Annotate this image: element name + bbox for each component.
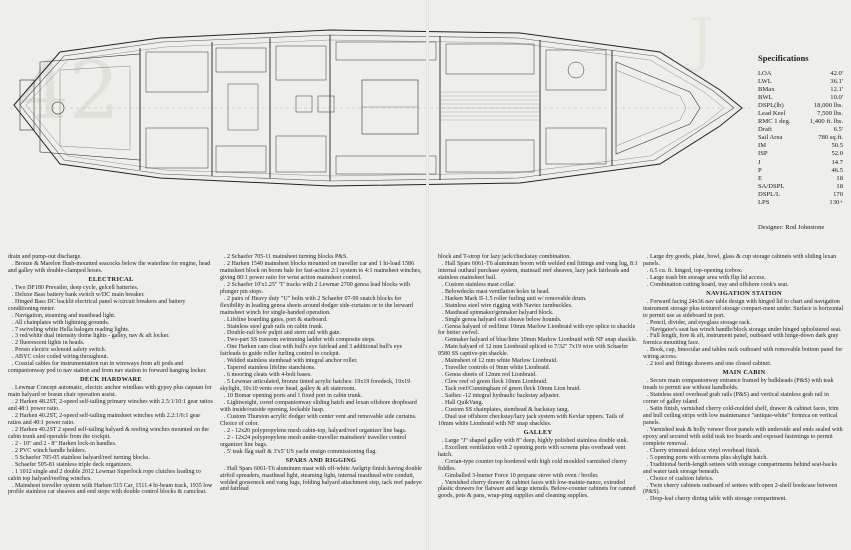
spec-label: Lead Keel	[758, 110, 786, 118]
list-item: . Hall QuikVang.	[442, 400, 483, 407]
spec-value: 10.0'	[830, 94, 843, 102]
list-item: . Lightweight, cored companionway sliding hatch and lexan offshore dropboard with inside/outside opening, lockable hasp.	[220, 400, 417, 413]
spec-row	[758, 86, 848, 94]
deck-hardware-heading: DECK HARDWARE	[80, 376, 142, 384]
list-item: . 2 Harken 48.2ST, 2-speed self-tailing primary winches with 2.5:1/10:1 gear ratios and 48:1 power ratio.	[8, 399, 213, 413]
list-item: . Hall Spars 6061-T6 aluminum mast with off-white Awlgrip finish having double airfoil spreaders, masthead light, steaming light, internal masthead wire conduit, welded gooseneck and vang lugs, folding halyard attachment step, tack reef padeye and fairlead	[220, 465, 422, 493]
spec-row	[758, 94, 848, 102]
list-item: drain and pump-out discharge.	[8, 254, 82, 260]
spec-value: 42.0'	[830, 70, 843, 77]
list-item: . Genoa halyard of red/lime 10mm Marlow Lionbraid with eye splice to shackle for better swivel.	[438, 323, 636, 337]
list-item: . Lewmar Concept automatic, electric anchor windlass with gypsy plus capstan for main halyard or bosun chair operation assist.	[8, 385, 212, 399]
text-column-3	[438, 254, 638, 500]
main-cabin-heading: MAIN CABIN	[722, 369, 766, 377]
list-item: . Stainless steel overhead grab rails (P&S) and vertical stainless grab rail in corner of galley island.	[643, 392, 829, 406]
text-column-2	[220, 254, 422, 493]
list-item: . Combination cutting board, tray and offshore cook's seat.	[647, 281, 789, 288]
spec-row	[758, 167, 848, 175]
spec-value: 46.5	[831, 166, 843, 174]
list-item: . 5 Lewmar articulated, bronze tinted acrylic hatches: 19x19 foredeck, 19x19 skylight, 10x10 vents over head, galley & aft stateroom.	[220, 379, 411, 393]
electrical-list	[8, 285, 214, 375]
spec-label: E	[758, 174, 763, 182]
main-cabin-list	[643, 378, 845, 503]
list-item: . Varnished cherry drawer & cabinet faces with low-mainte-nance, extruded plastic drawers for flatware and large utensils. Below-counter cabinets for canned goods, pots & pans, wrap-ping supplies and cleaning supplies.	[438, 479, 636, 500]
list-item: . Tack reef/Cunningham of green fleck 10mm Lion braid.	[442, 386, 581, 393]
list-item: . 1 1012 single and 2 double 2012 Lewmar Superlock rope clutches leading to cabin top halyard/reefing winches.	[8, 468, 201, 482]
list-item: . Dual use offshore checkstay/lazy jack system with Kevlar uppers. Tails of 10mm white Lionbraid with NF snap shackles.	[438, 413, 624, 427]
spars-rigging-heading: SPARS AND RIGGING	[285, 456, 357, 464]
spec-value: 170	[833, 190, 843, 198]
spec-label: BMax	[758, 86, 775, 94]
list-item: . Cherry trimmed deluxe vinyl overhead finish.	[647, 447, 761, 454]
spec-value: 52.0	[831, 150, 843, 158]
list-item: . Deluxe Bass battery bank switch w/DC main breaker.	[12, 291, 145, 298]
list-item: . Stainless steel grab rails on cabin trunk.	[224, 323, 324, 330]
plan-watermark: 42	[18, 44, 120, 137]
list-item: . 7 swiveling white Hella halogen reading lights.	[12, 326, 130, 333]
list-item: . ABYC color coded wiring throughout.	[12, 354, 109, 361]
spec-row	[758, 191, 848, 199]
list-item: . Secure main companionway entrance framed by bulkheads (P&S) with teak treads to permit use without handholds.	[643, 378, 834, 392]
list-item: . Pencil, divider, and eyeglass storage rack.	[647, 319, 752, 326]
intro-paragraphs	[8, 254, 214, 275]
list-item: . 3 red/white dual intensity dome lights - galley, nav & aft locker.	[12, 333, 170, 340]
spec-label: Sail Area	[758, 134, 783, 142]
list-item: . Custom SS chainplates, stemhead & backstay tang.	[442, 406, 569, 413]
galley-continued-list	[643, 254, 845, 289]
list-item: . 2 - 12x20 polypropylene mesh cabin-top, halyard/reef organizer line bags.	[224, 427, 407, 434]
spars-rigging-list	[220, 466, 422, 494]
list-item: . Two-part SS transom swimming ladder with composite steps.	[224, 337, 376, 344]
navigation-station-heading: NAVIGATION STATION	[706, 289, 782, 297]
spec-label: P	[758, 166, 762, 174]
spec-label: RMC 1 deg.	[758, 118, 791, 126]
spec-value: 14.7	[831, 158, 843, 166]
designer-credit: Designer: Rod Johnstone	[758, 224, 825, 231]
list-item: . 5 opening ports with screens plus skylight hatch.	[647, 454, 768, 461]
list-item: . 2 tool and fittings drawers and one closed cabinet.	[647, 361, 772, 368]
list-item: . Hinged Bass DC backlit electrical panel w/circuit breakers and battery conditioning meter.	[8, 298, 186, 312]
list-item: . 2 - 10" and 2 - 8" Harken lock-in handles.	[12, 440, 117, 447]
deck-hardware-list	[8, 385, 214, 496]
spec-row	[758, 183, 848, 191]
list-item: . Corian-type counter top bordered with high cold moulded varnished cherry fiddles.	[438, 458, 627, 472]
list-item: . One Harken cam cleat with bull's eye fairlead and 3 additional bull's eye fairleads to guide roller furling control to cockpit.	[220, 344, 403, 358]
text-column-4	[643, 254, 845, 503]
list-item: . Main halyard of 12 mm Lionbraid spliced to 7/32" 7x19 wire with Schaefer 9580 SS captive-pin shackle.	[438, 344, 629, 358]
list-item: . Double-rail bow pulpit and stern rail with gate.	[224, 330, 341, 337]
list-item: . Welded stainless stemhead with integral anchor roller.	[224, 358, 358, 365]
spec-row	[758, 199, 848, 207]
electrical-heading: ELECTRICAL	[88, 275, 134, 283]
list-item: . Traditional berth-length settees with storage compartments behind seat-backs and water tank storage beneath.	[643, 461, 837, 475]
list-item: . 2 PVC winch handle holders.	[12, 447, 87, 454]
list-item: . Twin cherry cabinets outboard of settees with open 2-shelf bookcase between (P&S).	[643, 482, 838, 496]
list-item: . Custom Thurston acrylic dodger with center vent and removable side curtains. Choice of color.	[220, 413, 417, 427]
list-item: . Stainless steel wire rigging with Navtec turnbuckles.	[442, 302, 573, 309]
spec-value: 50.5	[831, 142, 843, 150]
specifications-panel	[758, 53, 848, 207]
list-item: . 2 pairs of Heavy duty "U" bolts with 2 Schaefer 07-99 snatch blocks for flexibility in leading genoa sheets around dodger side-curtains or to the leeward mainsheet winch for single-handed operation.	[220, 295, 413, 316]
list-item: . 6 mooring cleats with 4-bolt bases.	[224, 372, 312, 379]
spars-rigging-continued-list	[438, 254, 638, 428]
navigation-station-list	[643, 299, 845, 369]
spec-row	[758, 102, 848, 110]
spec-label: DSPL(lb)	[758, 102, 784, 110]
spec-label: IM	[758, 142, 767, 150]
list-item: . Gimballed 3-burner Force 10 propane stove with oven / broiler.	[442, 472, 599, 479]
list-item: . Sailtec -12 integral hydraulic backstay adjuster.	[442, 393, 560, 400]
spec-label: Draft	[758, 126, 772, 134]
galley-heading: GALLEY	[523, 428, 553, 436]
spec-value: 36.1'	[830, 78, 843, 86]
list-item: . Choice of cushion fabrics.	[647, 475, 714, 482]
list-item: . Mainsheet traveller system with Harken 515 Car, 1511.4 hi-beam track, 1935 low profile stainless car sheaves and end stops with double control blocks & camcleat.	[8, 482, 213, 496]
spec-row	[758, 159, 848, 167]
list-item: . Custom stainless mast collar.	[442, 281, 516, 288]
spec-label: DSPL/L	[758, 190, 780, 198]
list-item: . 10 Bomar opening ports and 1 fixed port in cabin trunk.	[224, 393, 363, 400]
list-item: . Belowdecks mast ventilation holes in head.	[442, 288, 550, 295]
spec-row	[758, 150, 848, 158]
list-item: . Masthead spinnaker/gennaker halyard block.	[442, 309, 554, 316]
spec-label: ISP	[758, 150, 768, 158]
spec-value: 780 sq.ft.	[818, 134, 843, 142]
spec-label: LPS	[758, 198, 770, 206]
list-item: . Drop-leaf cherry dining table with storage compartment.	[647, 496, 787, 503]
spec-value: 1,400 ft. lbs.	[809, 118, 843, 126]
spec-label: BWL	[758, 94, 773, 102]
list-item: . Clew reef of green fleck 10mm Lionbraid.	[442, 379, 548, 386]
list-item: . 6.5 cu. ft. hinged, top-opening icebox.	[647, 267, 743, 274]
spec-row	[758, 70, 848, 78]
list-item: . Satin finish, varnished cherry cold-molded shelf, drawer & cabinet faces, trim and hull ceiling strips with low maintenance "antique-white" formica on vertical panels.	[643, 406, 839, 426]
list-item: . Harken Mark II-1.5 roller furling unit w/ removable drum.	[442, 295, 587, 302]
spec-value: 12.1'	[830, 86, 843, 94]
list-item: . 2 - 12x24 polypropylene mesh under-traveller mainsheet/ traveller control organizer line bags.	[220, 434, 407, 448]
list-item: . Presto electric solenoid safety switch.	[12, 347, 107, 354]
svg-text:J: J	[690, 6, 714, 74]
list-item: . Hall Spars 6061-T6 aluminum boom with welded end fittings and vang lug, 8:1 internal outhaul purchase system, mainsail reef sheaves, lazy jack fairleads and stainless mainsheet bail.	[438, 260, 638, 281]
list-item: . 2 fluorescent lights in heads.	[12, 340, 85, 347]
list-item: . Bronze & Marelon flush-mounted seacocks below the waterline for engine, head and galley with double-clamped hoses.	[8, 260, 211, 274]
list-item: . 2 Harken 40.2ST, 2-speed self-tailing mainsheet winches with 2.2:1/6:1 gear ratios and 40:1 power ratio.	[8, 412, 201, 426]
list-item: . Book, cap, binocular and tables rack outboard with removable bottom panel for wiring access.	[643, 347, 843, 361]
spec-row	[758, 126, 848, 134]
page-fold	[426, 0, 429, 550]
spec-row	[758, 118, 848, 126]
list-item: . 5' teak flag staff & 3'x5' US yacht ensign commissioning flag.	[224, 448, 377, 455]
deck-hardware-continued-list	[220, 254, 422, 456]
list-item: . Lifeline boarding gates, port & starboard.	[224, 316, 328, 323]
spec-value: 18	[836, 174, 843, 182]
specifications-table	[758, 70, 848, 207]
list-item: . Forward facing 24x36 nav table design with hinged lid to chart and navigation instrument storage plus textured storage compart-ment under. Surface is horizontal to permit use as sideboard in port.	[643, 298, 844, 319]
specifications-title: Specifications	[758, 53, 809, 63]
list-item: block and T-strop for lazy jack/checkstay combination.	[438, 254, 571, 260]
list-item: . Navigation, steaming and masthead light.	[12, 312, 116, 319]
list-item: . Gennaker halyard of blue/lime 10mm Marlow Lionbraid with NF snap shackle.	[442, 337, 638, 344]
spec-row	[758, 78, 848, 86]
list-item: . All chainplates with lightning grounds.	[12, 319, 110, 326]
spec-label: SA/DSPL	[758, 182, 785, 190]
spec-row	[758, 110, 848, 118]
list-item: . 2 Schaefer 705-11 mainsheet turning blocks P&S.	[224, 254, 348, 260]
list-item: . 2 Schaefer 10'x1.25" 'T' tracks with 2 Lewmar 2700 genoa lead blocks with plunger pin stops.	[220, 281, 410, 295]
list-item: . Large dry goods, plate, bowl, glass & cup storage cabinets with sliding lexan panels.	[643, 254, 837, 267]
spec-value: 6.5'	[833, 126, 843, 134]
list-item: . Varnished teak & holly veneer floor panels with underside and ends sealed with epoxy and secured with solid teak toe boards and exposed fastenings to permit complete removal.	[643, 426, 843, 447]
spec-value: 18,000 lbs.	[813, 102, 843, 110]
spec-label: J	[758, 158, 761, 166]
list-item: . Navigator's seat has winch handle/block storage under hinged upholstered seat.	[647, 326, 842, 333]
list-item: . Single genoa halyard exit sheave below hounds.	[442, 316, 562, 323]
spec-row	[758, 142, 848, 150]
list-item: . 2 Harken 1540 mainsheet blocks mounted on traveller car and 1 hi-load 1586 mainsheet block on boom bale for fast-action 2:1 system to 4:1 mainsheet winches, giving 80:1 power ratio for wrist action mainsheet control.	[220, 260, 422, 281]
spec-label: LWL	[758, 78, 772, 86]
text-column-1	[8, 254, 214, 496]
spec-row	[758, 175, 848, 183]
spec-value: 18	[836, 182, 843, 190]
list-item: . Genoa sheets of 12mm red Lionbraid.	[442, 372, 537, 379]
list-item: . Excellent ventilation with 2 opening ports with screens plus overhead vent hatch.	[438, 444, 626, 458]
spec-value: 7,500 lbs.	[817, 110, 843, 118]
list-item: . Large "J" shaped galley with 8" deep, highly polished stainless double sink.	[442, 437, 629, 444]
list-item: . Full length, fore & aft, instrument panel, outboard with hinge-down dark gray formica mounting face.	[643, 333, 839, 347]
list-item: . 2 Harken 40.2ST 2 speed self-tailing halyard & reefing winches mounted on the cabin trunk and operable from the cockpit.	[8, 426, 209, 440]
list-item: . Mainsheet of 12 mm white Marlow Lionbraid.	[442, 358, 558, 365]
list-item: . Two DF180 Prevailer, deep cycle, gelcell batteries.	[12, 284, 139, 291]
list-item: . Tapered stainless lifeline stanchions.	[224, 365, 316, 372]
list-item: . Schaefer 505-81 stainless triple deck organizers.	[12, 461, 133, 468]
list-item: . Traveller controls of 9mm white Lionbraid.	[442, 365, 551, 372]
list-item: . Large trash bin storage area with flip lid access.	[647, 274, 766, 281]
galley-list	[438, 438, 638, 501]
spec-value: 130+	[829, 198, 843, 206]
spec-row	[758, 134, 848, 142]
list-item: . Coaxial cables for instrumentation run in wireways from aft pods and companionway pod to nav station and from nav station to forward hanging locker.	[8, 361, 207, 375]
list-item: . 5 Schaefer 705-05 stainless halyard/reef turning blocks.	[12, 454, 150, 461]
spec-label: LOA	[758, 70, 772, 77]
